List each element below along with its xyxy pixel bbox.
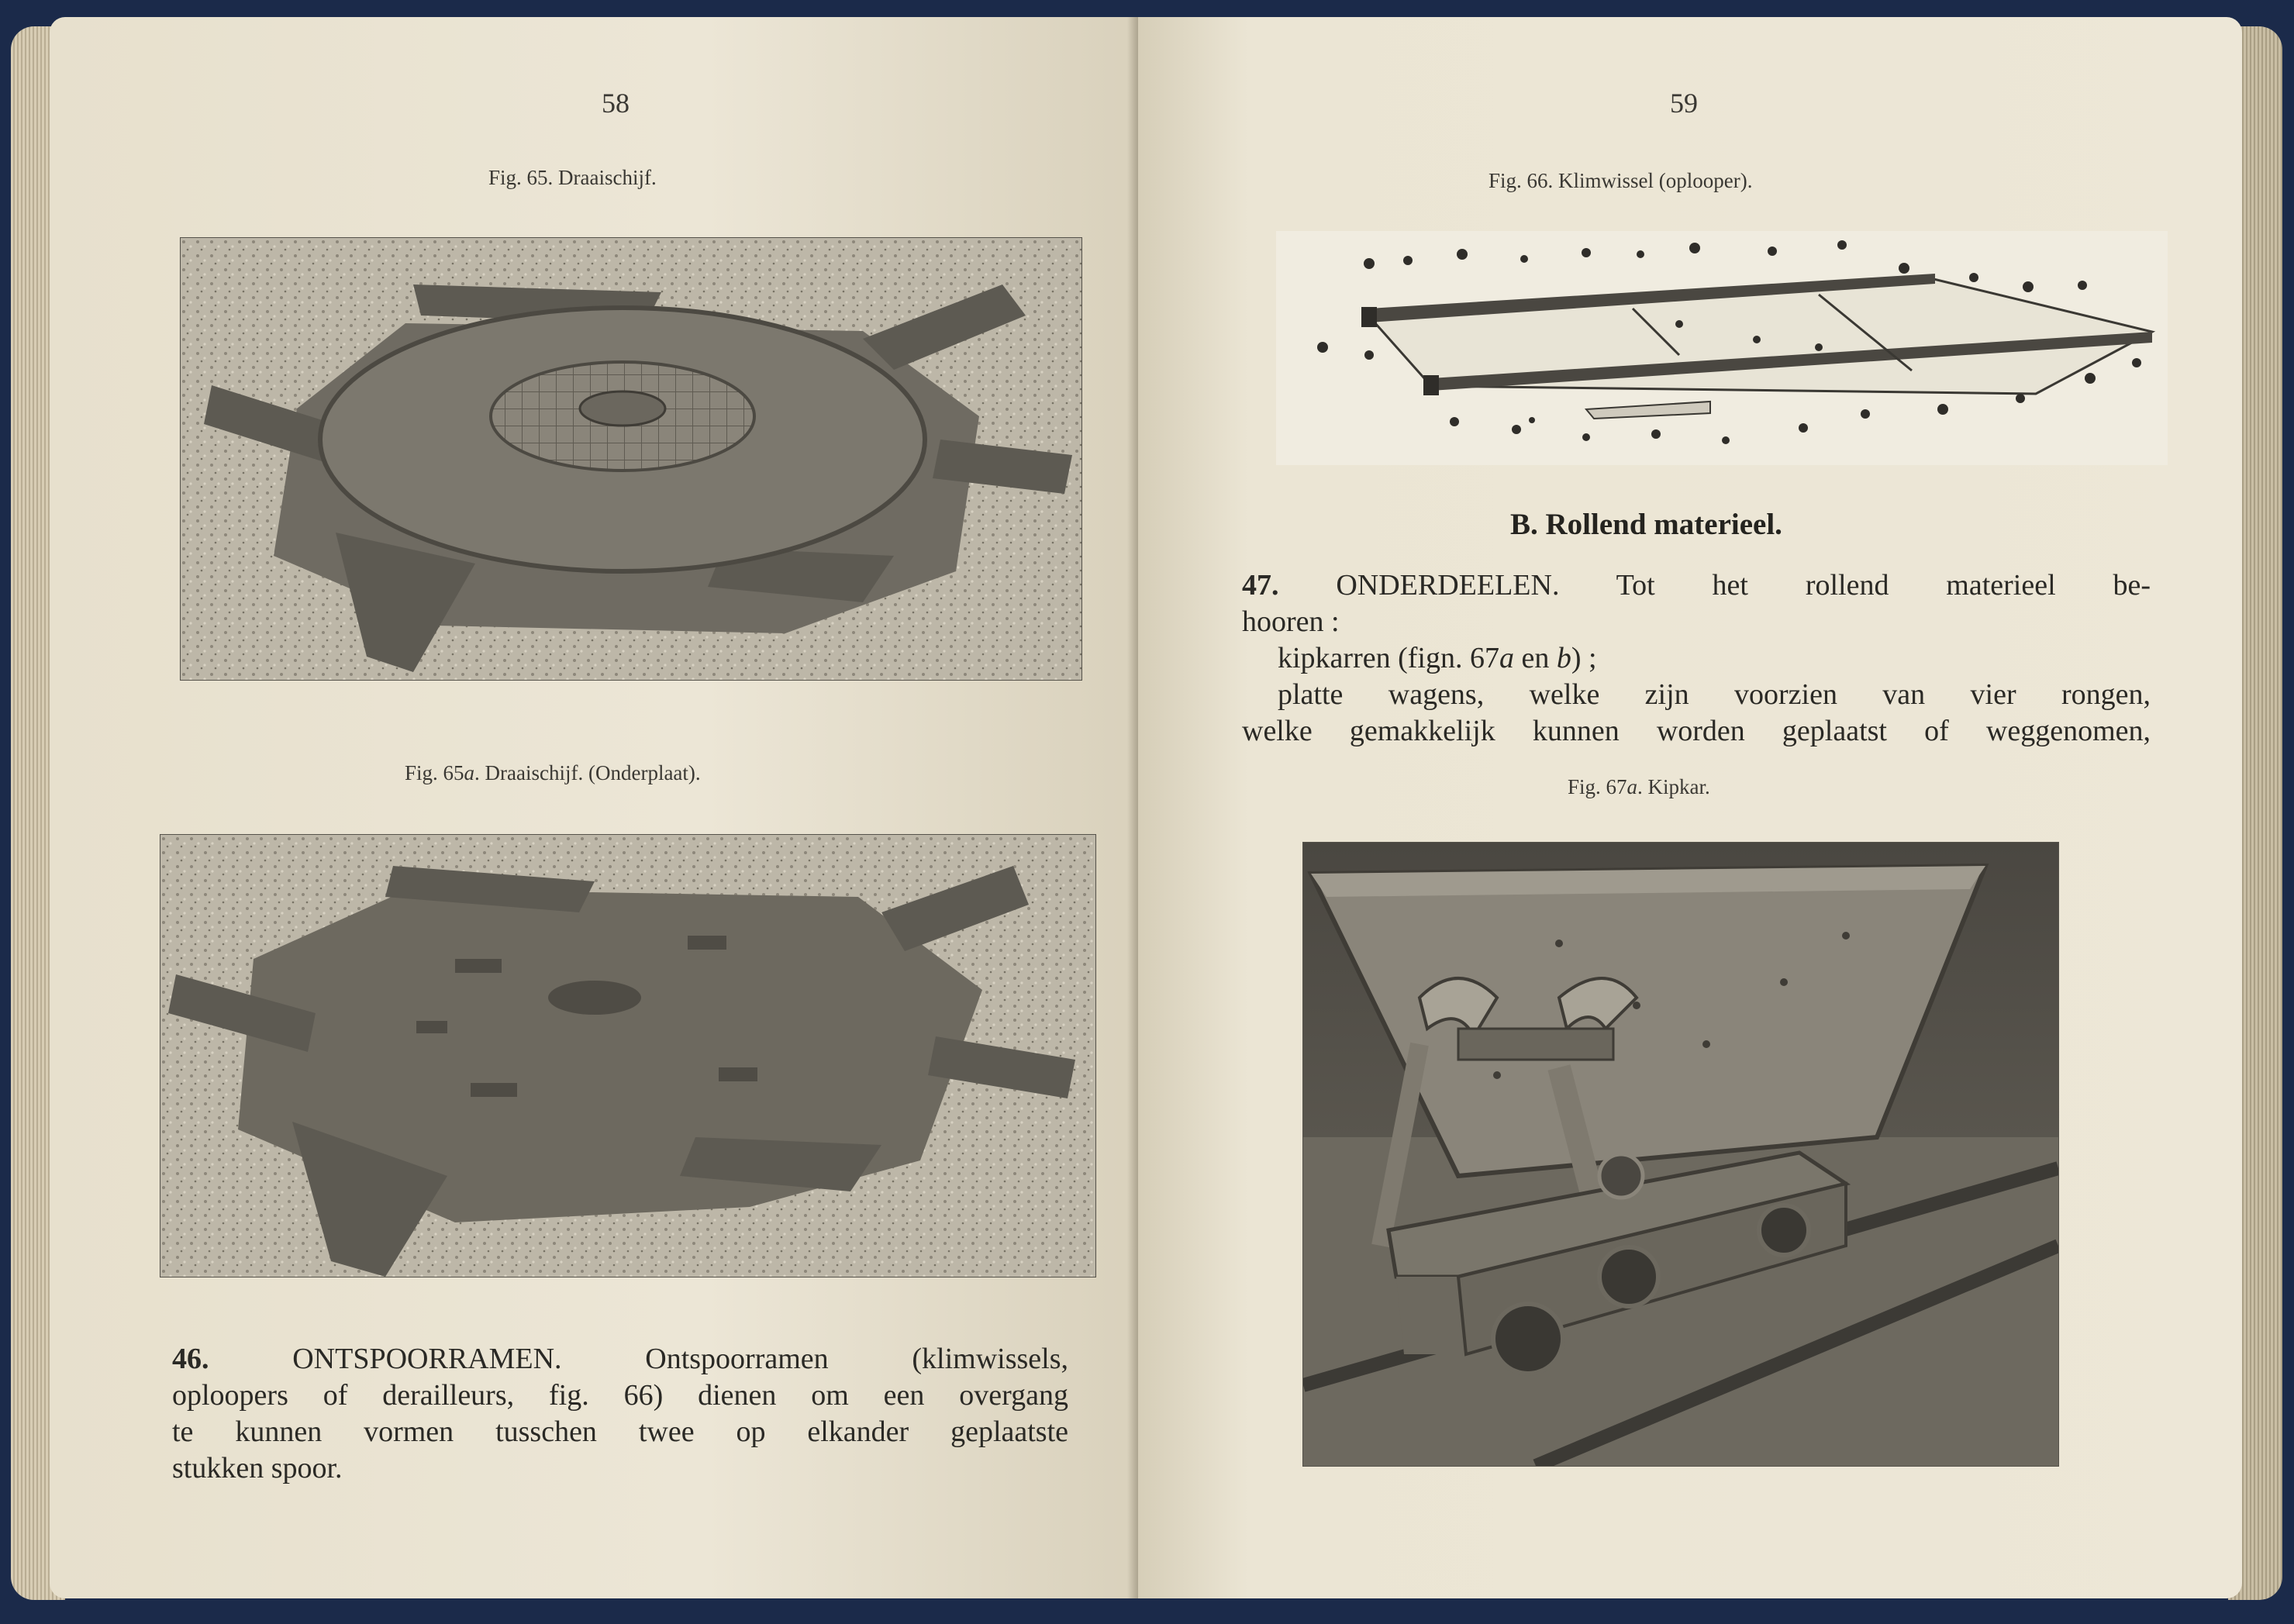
section-b-heading: B. Rollend materieel.: [1510, 508, 1782, 541]
page-number-59: 59: [1670, 88, 1698, 119]
section-47-number: 47.: [1242, 569, 1279, 602]
fig67a-tipping-wagon-photo: [1302, 842, 2059, 1467]
page-number-58: 58: [602, 88, 630, 119]
fig66-caption: Fig. 66. Klimwissel (oplooper).: [1489, 169, 1753, 192]
open-book: [11, 11, 2282, 1612]
section-46-number: 46.: [172, 1343, 209, 1375]
left-page: [50, 17, 1138, 1598]
right-page: [1138, 17, 2242, 1598]
fig65a-underplate-photo: [160, 834, 1096, 1277]
fig66-climbing-switch-drawing: [1276, 231, 2168, 465]
section-46-text: 46. ONTSPOORRAMEN. Ontspoorramen (klimwissels, oploopers of derailleurs, fig. 66) dienen om een overgang te kunnen vormen tusschen twee op elkander geplaatste stukken spoor.: [172, 1343, 1068, 1484]
fig65-caption: Fig. 65. Draaischijf.: [488, 166, 657, 189]
fig65-turntable-photo: [180, 237, 1082, 681]
fig67a-caption: Fig. 67a. Kipkar.: [1568, 775, 1710, 798]
section-47-text: 47. ONDERDEELEN. Tot het rollend materieel be- hooren : kipkarren (fign. 67a en b) ; platte wagens, welke zijn voorzien van vier rongen, welke gemakkelijk kunnen worden geplaatst of weggenomen,: [1242, 569, 2151, 747]
fig65a-caption: Fig. 65a. Draaischijf. (Onderplaat).: [405, 761, 701, 784]
